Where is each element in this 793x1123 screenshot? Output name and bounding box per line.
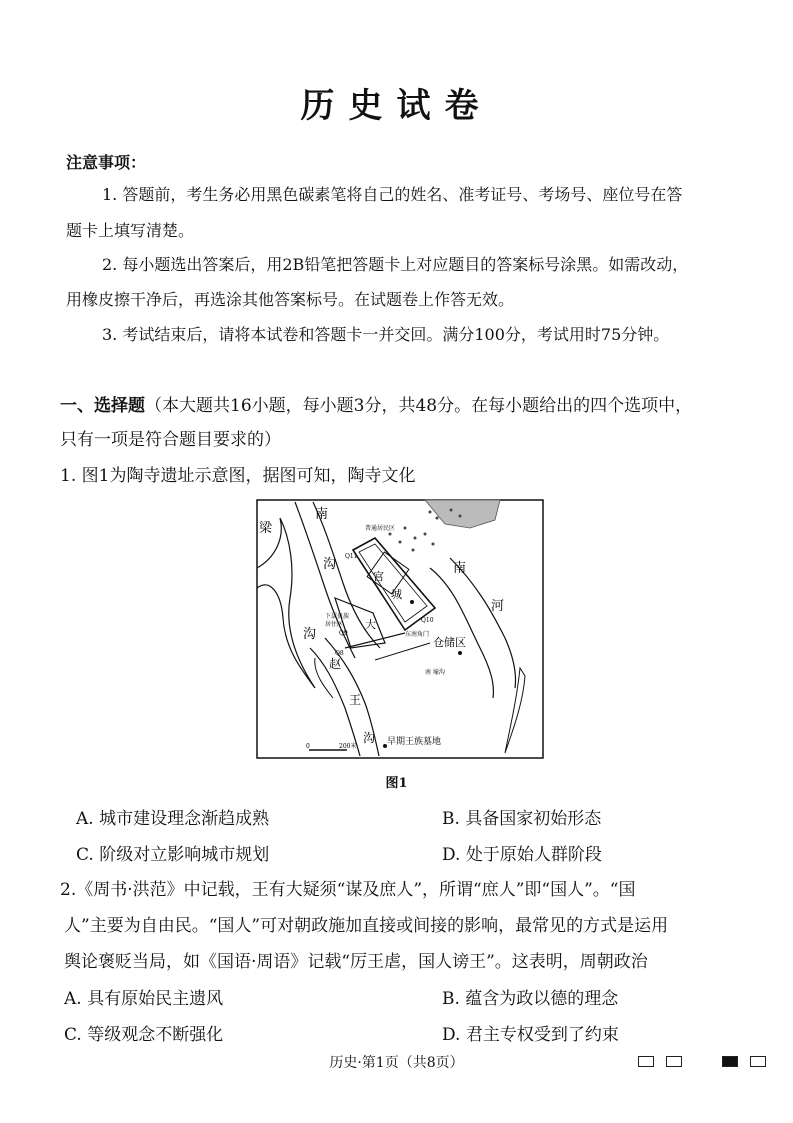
map-label: 梁	[259, 521, 273, 536]
q2-option-d[interactable]: D. 君主专权受到了约束	[442, 1025, 619, 1045]
scale-length: 200米	[339, 743, 357, 750]
q2-option-a[interactable]: A. 具有原始民主遗风	[64, 989, 224, 1009]
map-label: 普通居民区	[365, 525, 396, 532]
map-label: 下层贵族	[325, 613, 350, 620]
scale-zero: 0	[306, 743, 310, 750]
marker-box	[750, 1056, 766, 1067]
map-label: 王	[349, 693, 362, 707]
q1-option-a[interactable]: A. 城市建设理念渐趋成熟	[76, 809, 270, 829]
map-label: 河	[491, 599, 505, 614]
tao-si-site-map	[255, 498, 545, 760]
question-2-line: 舆论褒贬当局，如《国语·周语》记载“厉王虐，国人谤王”。这表明，周朝政治	[64, 952, 648, 972]
note-line: 1. 答题前，考生务必用黑色碳素笔将自己的姓名、准考证号、考场号、座位号在答	[102, 185, 683, 204]
page-marker-boxes	[638, 1056, 766, 1067]
note-line: 用橡皮擦干净后，再选涂其他答案标号。在试题卷上作答无效。	[66, 290, 515, 309]
question-2-line: 2.《周书·洪范》中记载，王有大疑须“谋及庶人”，所谓“庶人”即“国人”。“国	[60, 880, 636, 900]
map-label: 早期王族墓地	[387, 737, 442, 747]
map-label: Q9	[339, 630, 348, 637]
marker-box	[666, 1056, 682, 1067]
note-line: 3. 考试结束后，请将本试卷和答题卡一并交回。满分100分，考试用时75分钟。	[102, 325, 670, 344]
q1-option-c[interactable]: C. 阶级对立影响城市规划	[76, 845, 270, 865]
map-label: 南 壕沟	[425, 669, 445, 676]
question-2-line: 人”主要为自由民。“国人”可对朝政施加直接或间接的影响，最常见的方式是运用	[64, 916, 669, 936]
map-label: 沟	[303, 627, 317, 642]
question-1-stem: 1. 图1为陶寺遗址示意图，据图可知，陶寺文化	[60, 466, 416, 486]
section-desc: （本大题共16小题，每小题3分，共48分。在每小题给出的四个选项中，	[145, 396, 693, 416]
marker-box	[638, 1056, 654, 1067]
map-label: Q10	[421, 617, 434, 624]
map-label: 大	[365, 618, 376, 631]
map-label: 南	[315, 507, 329, 522]
page-footer: 历史·第1页（共8页）	[329, 1055, 464, 1071]
map-label: Q8	[335, 650, 344, 657]
map-label: 东南角门	[405, 631, 430, 638]
q2-option-b[interactable]: B. 蕴含为政以德的理念	[442, 989, 619, 1009]
marker-box-filled	[722, 1056, 738, 1067]
section-header	[60, 390, 750, 422]
map-label: 赵	[329, 657, 342, 671]
map-label: 沟	[323, 557, 337, 572]
map-label: 沟	[363, 731, 376, 745]
section-title: 一、选择题	[60, 396, 145, 416]
q2-option-c[interactable]: C. 等级观念不断强化	[64, 1025, 224, 1045]
map-svg	[255, 498, 545, 760]
map-label: 城	[391, 588, 402, 601]
map-label: 居住区	[325, 621, 344, 628]
map-label: Q11	[345, 553, 358, 560]
map-label: 南	[453, 561, 467, 576]
map-label: 仓储区	[433, 636, 466, 649]
note-line: 2. 每小题选出答案后，用2B铅笔把答题卡上对应题目的答案标号涂黑。如需改动，	[102, 255, 689, 274]
notes-heading: 注意事项：	[66, 153, 147, 172]
q1-option-b[interactable]: B. 具备国家初始形态	[442, 809, 602, 829]
note-line: 题卡上填写清楚。	[66, 221, 195, 240]
section-desc-2: 只有一项是符合题目要求的）	[60, 430, 281, 450]
page-title: 历史试卷	[300, 86, 493, 126]
figure-caption: 图1	[385, 776, 408, 791]
map-label: 宫	[373, 570, 384, 583]
q1-option-d[interactable]: D. 处于原始人群阶段	[442, 845, 602, 865]
